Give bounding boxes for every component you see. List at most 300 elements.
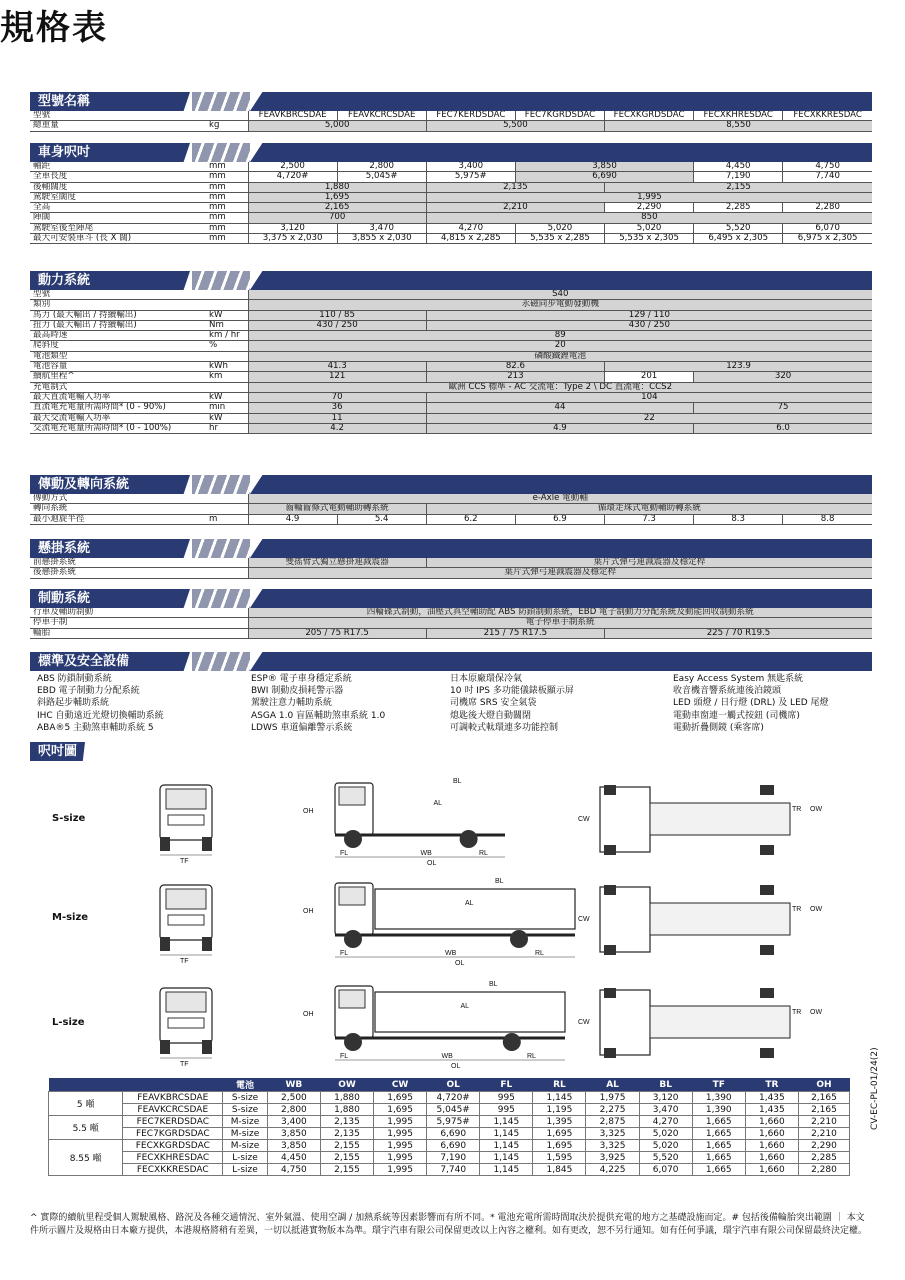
dimension-table	[48, 1078, 850, 1176]
model-code: FECXKHRESDAC	[694, 111, 783, 121]
row-unit: mm	[206, 203, 248, 213]
equipment-item: 司機席 SRS 安全氣袋	[450, 698, 537, 709]
dimension-value: M-size	[223, 1116, 268, 1128]
dimension-value: 2,165	[798, 1092, 849, 1104]
row-unit: kW	[206, 310, 248, 320]
dimension-value: 2,285	[798, 1152, 849, 1164]
dimension-value: 1,145	[480, 1128, 533, 1140]
dimension-value: M-size	[223, 1128, 268, 1140]
spec-value: 75	[694, 403, 872, 413]
dimension-label: OH	[303, 808, 314, 815]
dimension-value: 3,325	[586, 1140, 639, 1152]
equipment-column	[673, 673, 829, 734]
table-row	[49, 1140, 850, 1152]
spec-value: 4.9	[426, 423, 693, 433]
dimension-value: 2,155	[320, 1152, 373, 1164]
section-title: 標準及安全設備	[38, 654, 130, 669]
spec-value: 225 / 70 R19.5	[605, 628, 873, 638]
equipment-item: LDWS 車道偏離警示系統	[251, 722, 353, 733]
row-unit: m	[206, 514, 248, 524]
row-label: 續航里程^	[30, 372, 206, 382]
spec-row	[30, 172, 872, 182]
table-row	[49, 1116, 850, 1128]
spec-row	[30, 192, 872, 202]
dimension-label: BL	[489, 981, 498, 988]
dimension-value: 2,290	[798, 1140, 849, 1152]
spec-row	[30, 628, 872, 638]
row-label: 最小迴旋半徑	[30, 514, 206, 524]
dimension-label: CW	[578, 816, 590, 823]
dimension-value: 1,395	[533, 1116, 586, 1128]
dimension-label: WB	[441, 1053, 453, 1060]
column-header: CW	[374, 1078, 427, 1092]
model-code: FEC7KGRDSDAC	[123, 1128, 223, 1140]
spec-value: 5,000	[248, 121, 426, 131]
row-label: 全高	[30, 203, 206, 213]
dimension-value: 1,195	[533, 1104, 586, 1116]
row-unit: kW	[206, 413, 248, 423]
section-title: 懸掛系統	[38, 541, 91, 556]
dimension-value: 1,695	[533, 1140, 586, 1152]
row-unit	[206, 628, 248, 638]
spec-value: 3,850	[515, 162, 693, 172]
model-code: FEAVKCRCSDAE	[337, 111, 426, 121]
top-view	[578, 785, 822, 855]
spec-value: 1,995	[426, 192, 872, 202]
dimension-value: 5,020	[639, 1128, 692, 1140]
dimension-value: 1,665	[692, 1152, 745, 1164]
dimension-value: 6,070	[639, 1164, 692, 1176]
dimension-value: 1,145	[480, 1152, 533, 1164]
spec-row	[30, 362, 872, 372]
dimension-label: OL	[427, 860, 437, 867]
spec-value: 四輪碟式制動，油壓式真空輔助配 ABS 防鎖制動系統，EBD 電子制動力分配系統及動能回收制動系統	[248, 608, 872, 618]
table-row	[49, 1092, 850, 1104]
dimension-value: 1,995	[374, 1140, 427, 1152]
dimension-label: OL	[451, 1063, 461, 1070]
section-header-body	[30, 143, 872, 162]
spec-row	[30, 341, 872, 351]
dimension-value: 6,690	[427, 1140, 480, 1152]
section-title: 制動系統	[38, 591, 91, 606]
equipment-item: 可調較式軚環連多功能控制	[450, 722, 559, 733]
dimension-value: 4,225	[586, 1164, 639, 1176]
spec-value: 5,535 x 2,305	[605, 234, 694, 244]
row-label: 前懸掛系統	[30, 558, 206, 568]
dimension-value: L-size	[223, 1152, 268, 1164]
model-code: FEC7KGRDSDAC	[515, 111, 604, 121]
side-view	[303, 878, 575, 967]
dimension-value: L-size	[223, 1164, 268, 1176]
row-label: 總重量	[30, 121, 206, 131]
dimension-label: CW	[578, 1019, 590, 1026]
size-label-s: S-size	[52, 813, 86, 824]
row-label: 最大可安裝車斗 (長 X 闊)	[30, 234, 206, 244]
dimension-value: 1,660	[745, 1140, 798, 1152]
spec-value: 7,740	[783, 172, 872, 182]
dimension-value: 6,690	[427, 1128, 480, 1140]
row-label: 馬力 (最大輸出 / 持續輸出)	[30, 310, 206, 320]
section-title: 呎吋圖	[38, 744, 78, 759]
equipment-item: 駕駛注意力輔助系統	[251, 698, 333, 709]
spec-value: 6.0	[694, 423, 872, 433]
spec-value: 7.3	[605, 514, 694, 524]
dimension-label: FL	[340, 950, 349, 957]
spec-value: 永磁同步電動發動機	[248, 300, 872, 310]
section-title: 車身呎吋	[38, 145, 91, 160]
row-unit: min	[206, 403, 248, 413]
spec-row	[30, 504, 872, 514]
spec-row	[30, 234, 872, 244]
column-header: AL	[586, 1078, 639, 1092]
dimension-value: 2,210	[798, 1116, 849, 1128]
truck-diagram-L-size	[0, 978, 905, 1078]
spec-row	[30, 558, 872, 568]
row-unit: kg	[206, 121, 248, 131]
spec-value: 4,270	[426, 223, 515, 233]
spec-value: 5,520	[694, 223, 783, 233]
dimension-value: 2,165	[798, 1104, 849, 1116]
spec-value: 320	[694, 372, 872, 382]
row-unit	[206, 351, 248, 361]
front-view	[160, 785, 212, 865]
dimension-value: S-size	[223, 1104, 268, 1116]
dimension-value: 1,145	[480, 1116, 533, 1128]
model-code: FECXKKRESDAC	[123, 1164, 223, 1176]
spec-value: 2,165	[248, 203, 426, 213]
spec-row	[30, 290, 872, 300]
row-unit: kWh	[206, 362, 248, 372]
spec-value: 電子停車手制系統	[248, 618, 872, 628]
document-code: CV-EC-PL-01/24(2)	[870, 1047, 880, 1130]
spec-row	[30, 310, 872, 320]
column-header: TF	[692, 1078, 745, 1092]
dimension-label: AL	[433, 800, 443, 807]
spec-value: 89	[248, 331, 872, 341]
spec-row	[30, 403, 872, 413]
row-unit: mm	[206, 192, 248, 202]
spec-row	[30, 494, 872, 504]
dimension-value: 1,665	[692, 1116, 745, 1128]
spec-value: 129 / 110	[426, 310, 872, 320]
spec-value: 齒輪齒條式電動輔助轉系統	[248, 504, 426, 514]
spec-row	[30, 392, 872, 402]
equipment-item: 斜路起步輔助系統	[37, 698, 110, 709]
section-header-brake	[30, 589, 872, 608]
row-unit: km / hr	[206, 331, 248, 341]
spec-value: 7,190	[694, 172, 783, 182]
dimension-value: 4,450	[267, 1152, 320, 1164]
side-view	[303, 778, 505, 867]
dimension-value: 1,695	[374, 1104, 427, 1116]
dimension-value: 2,275	[586, 1104, 639, 1116]
row-label: 駕駛室闊度	[30, 192, 206, 202]
dimension-label: OW	[810, 906, 823, 913]
spec-value: 110 / 85	[248, 310, 426, 320]
row-label: 後軸闊度	[30, 182, 206, 192]
dimension-value: 1,145	[533, 1092, 586, 1104]
dimension-value: 1,660	[745, 1128, 798, 1140]
dimension-label: AL	[460, 1003, 470, 1010]
dimension-label: RL	[535, 950, 544, 957]
row-label: 轉向系統	[30, 504, 206, 514]
table-row	[49, 1164, 850, 1176]
spec-row	[30, 111, 872, 121]
dimension-value: 2,875	[586, 1116, 639, 1128]
dimension-value: 5,520	[639, 1152, 692, 1164]
row-unit: mm	[206, 162, 248, 172]
dimension-value: 1,695	[533, 1128, 586, 1140]
spec-value: 5,020	[515, 223, 604, 233]
spec-row	[30, 351, 872, 361]
spec-value: 8,550	[605, 121, 872, 131]
spec-value: 82.6	[426, 362, 604, 372]
dimension-value: 1,995	[374, 1164, 427, 1176]
spec-value: 歐洲 CCS 標準 - AC 交流電：Type 2 \ DC 直流電：CCS2	[248, 382, 872, 392]
spec-value: 6,690	[515, 172, 693, 182]
dimension-value: 1,880	[320, 1092, 373, 1104]
truck-diagram-M-size	[0, 875, 905, 975]
dimension-value: 3,850	[267, 1140, 320, 1152]
dimension-label: WB	[445, 950, 457, 957]
dimension-value: 1,995	[374, 1116, 427, 1128]
equipment-column	[37, 673, 164, 734]
dimension-value: 1,995	[374, 1128, 427, 1140]
dimension-value: 2,155	[320, 1164, 373, 1176]
spec-value: 121	[248, 372, 426, 382]
truck-diagram-S-size	[0, 775, 905, 875]
dimension-value: 1,660	[745, 1164, 798, 1176]
dimension-label: RL	[479, 850, 488, 857]
spec-value: 41.3	[248, 362, 426, 372]
dimension-value: 2,280	[798, 1164, 849, 1176]
equipment-item: EBD 電子制動力分配系統	[37, 686, 140, 697]
dimension-value: 3,325	[586, 1128, 639, 1140]
dimension-value: 2,210	[798, 1128, 849, 1140]
spec-value: 3,470	[337, 223, 426, 233]
spec-value: S40	[248, 290, 872, 300]
spec-value: 213	[426, 372, 604, 382]
column-header: OW	[320, 1078, 373, 1092]
spec-value: 215 / 75 R17.5	[426, 628, 604, 638]
row-unit: hr	[206, 423, 248, 433]
spec-value: 205 / 75 R17.5	[248, 628, 426, 638]
column-header: 電池	[223, 1078, 268, 1092]
front-view	[160, 988, 212, 1068]
section-header-dimension-drawing	[30, 742, 872, 761]
spec-value: 20	[248, 341, 872, 351]
dimension-value: 7,190	[427, 1152, 480, 1164]
row-label: 駕駛室後至陣尾	[30, 223, 206, 233]
spec-row	[30, 162, 872, 172]
dimension-value: S-size	[223, 1092, 268, 1104]
dimension-label: TR	[792, 1009, 802, 1016]
dimension-label: TF	[180, 958, 189, 965]
section-title: 動力系統	[38, 273, 91, 288]
row-label: 最大直流電輸入功率	[30, 392, 206, 402]
model-code: FECXKGRDSDAC	[123, 1140, 223, 1152]
spec-row	[30, 413, 872, 423]
dimension-value: 1,145	[480, 1140, 533, 1152]
table-row	[49, 1104, 850, 1116]
dimension-value: 7,740	[427, 1164, 480, 1176]
row-unit	[206, 558, 248, 568]
row-label: 最大交流電輸入功率	[30, 413, 206, 423]
dimension-value: 3,925	[586, 1152, 639, 1164]
row-label: 電池容量	[30, 362, 206, 372]
spec-value: 104	[426, 392, 872, 402]
row-unit	[206, 111, 248, 121]
top-view	[578, 885, 822, 955]
row-label: 輪胎	[30, 628, 206, 638]
dimension-label: AL	[465, 900, 474, 907]
dimension-value: 995	[480, 1104, 533, 1116]
spec-value: 5,500	[426, 121, 604, 131]
spec-value: 6,975 x 2,305	[783, 234, 872, 244]
column-header: TR	[745, 1078, 798, 1092]
spec-value: 5.4	[337, 514, 426, 524]
spec-value: 22	[426, 413, 872, 423]
dimension-label: TF	[180, 858, 189, 865]
row-label: 電池類型	[30, 351, 206, 361]
row-unit	[206, 494, 248, 504]
spec-value: 123.9	[605, 362, 872, 372]
dimension-value: 1,975	[586, 1092, 639, 1104]
row-label: 後懸掛系統	[30, 568, 206, 578]
spec-value: 36	[248, 403, 426, 413]
dimension-value: 1,665	[692, 1164, 745, 1176]
dimension-label: TR	[792, 906, 802, 913]
size-label-m: M-size	[52, 912, 89, 923]
spec-value: 4,750	[783, 162, 872, 172]
equipment-item: ABS 防鎖制動系統	[37, 674, 112, 684]
spec-value: 葉片式彈弓連減震器及穩定桿	[248, 568, 872, 578]
model-code: FECXKGRDSDAC	[605, 111, 694, 121]
row-label: 直流電充電量所需時間* (0 - 90%)	[30, 403, 206, 413]
spec-row	[30, 223, 872, 233]
spec-value: 3,375 x 2,030	[248, 234, 337, 244]
model-code: FEC7KERDSDAC	[123, 1116, 223, 1128]
dimension-value: 995	[480, 1092, 533, 1104]
row-unit: mm	[206, 234, 248, 244]
side-view	[303, 981, 565, 1070]
spec-value: e-Axle 電動軸	[248, 494, 872, 504]
dimension-value: 1,880	[320, 1104, 373, 1116]
model-code: FEC7KERDSDAC	[426, 111, 515, 121]
row-label: 最高時速	[30, 331, 206, 341]
spec-row	[30, 514, 872, 524]
dimension-label: OW	[810, 806, 823, 813]
row-label: 充電制式	[30, 382, 206, 392]
column-header: WB	[267, 1078, 320, 1092]
row-unit: km	[206, 372, 248, 382]
spec-value: 2,210	[426, 203, 604, 213]
suspension-table	[30, 558, 872, 579]
spec-row	[30, 568, 872, 578]
spec-value: 5,045#	[337, 172, 426, 182]
weight-class: 8.55 噸	[49, 1140, 123, 1176]
equipment-item: ASGA 1.0 盲區輔助煞車系統 1.0	[251, 710, 386, 721]
row-label: 型號	[30, 111, 206, 121]
equipment-item: ESP® 電子車身穩定系統	[251, 674, 352, 684]
spec-value: 430 / 250	[248, 320, 426, 330]
dimension-label: FL	[340, 850, 349, 857]
spec-value: 6.2	[426, 514, 515, 524]
spec-value: 430 / 250	[426, 320, 872, 330]
equipment-item: BWI 制動皮損耗警示器	[251, 686, 344, 697]
row-label: 傳動方式	[30, 494, 206, 504]
spec-value: 4,720#	[248, 172, 337, 182]
spec-value: 2,135	[426, 182, 604, 192]
spec-value: 2,500	[248, 162, 337, 172]
spec-row	[30, 618, 872, 628]
spec-value: 磷酸鐵鋰電池	[248, 351, 872, 361]
equipment-item: 電動折疊側鏡 (乘客席)	[673, 722, 764, 733]
model-table	[30, 111, 872, 132]
model-code: FECXKKRESDAC	[783, 111, 872, 121]
dimension-value: 3,120	[639, 1092, 692, 1104]
row-label: 交流電充電量所需時間* (0 - 100%)	[30, 423, 206, 433]
dimension-label: WB	[420, 850, 432, 857]
spec-value: 雙搖臂式獨立懸掛連減震器	[248, 558, 426, 568]
equipment-item: IHC 自動遠近光燈切換輔助系統	[37, 710, 164, 721]
column-header	[49, 1078, 123, 1092]
spec-value: 3,120	[248, 223, 337, 233]
row-unit: %	[206, 341, 248, 351]
dimension-value: 3,400	[267, 1116, 320, 1128]
spec-value: 2,800	[337, 162, 426, 172]
row-unit	[206, 618, 248, 628]
row-unit: mm	[206, 182, 248, 192]
model-code: FECXKHRESDAC	[123, 1152, 223, 1164]
row-label: 類別	[30, 300, 206, 310]
spec-row	[30, 423, 872, 433]
dimension-label: CW	[578, 916, 590, 923]
section-header-transmission	[30, 475, 872, 494]
dimension-value: 5,975#	[427, 1116, 480, 1128]
equipment-column	[450, 673, 574, 734]
equipment-item: 收音機音響系統連後泊鏡頭	[673, 686, 782, 697]
model-code: FEAVKBRCSDAE	[248, 111, 337, 121]
dimension-value: 1,660	[745, 1152, 798, 1164]
row-label: 行車及輔助制動	[30, 608, 206, 618]
spec-value: 700	[248, 213, 426, 223]
weight-class: 5.5 噸	[49, 1116, 123, 1140]
spec-value: 2,280	[783, 203, 872, 213]
dimension-value: 4,750	[267, 1164, 320, 1176]
spec-row	[30, 331, 872, 341]
spec-value: 1,695	[248, 192, 426, 202]
column-header: BL	[639, 1078, 692, 1092]
spec-row	[30, 300, 872, 310]
row-label: 停車手制	[30, 618, 206, 628]
dimension-label: BL	[453, 778, 462, 785]
spec-value: 201	[605, 372, 694, 382]
dimension-value: 5,020	[639, 1140, 692, 1152]
spec-value: 4.9	[248, 514, 337, 524]
spec-value: 850	[426, 213, 872, 223]
dimension-label: FL	[340, 1053, 349, 1060]
dimension-value: 1,665	[692, 1128, 745, 1140]
row-label: 扭力 (最大輸出 / 持續輸出)	[30, 320, 206, 330]
dimension-label: TR	[792, 806, 802, 813]
column-header: OH	[798, 1078, 849, 1092]
dimension-value: 3,470	[639, 1104, 692, 1116]
equipment-item: LED 頭燈 / 日行燈 (DRL) 及 LED 尾燈	[673, 698, 829, 709]
dimension-value: 1,390	[692, 1104, 745, 1116]
row-label: 型號	[30, 290, 206, 300]
spec-value: 8.8	[783, 514, 872, 524]
